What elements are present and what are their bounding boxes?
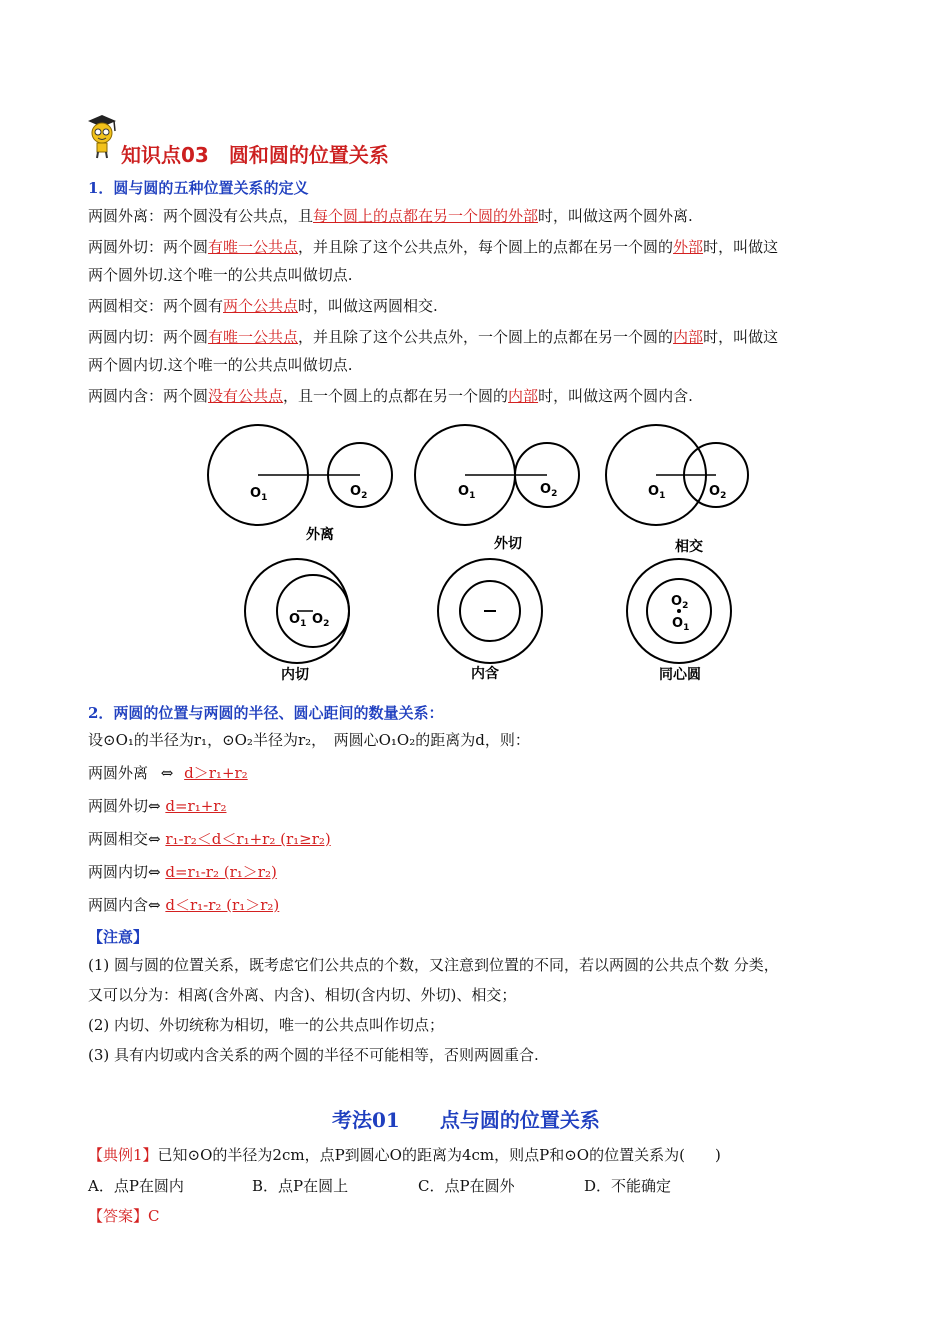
label-o1-separate: $O_1$ bbox=[250, 486, 268, 503]
label-o1-outer-tangent: $O_1$ bbox=[458, 484, 476, 501]
label-o2-intersect: $O_2$ bbox=[709, 484, 727, 501]
caption-inner-tangent: 内切 bbox=[281, 667, 309, 683]
relation-row: 两圆内切⇔ d=r₁-r₂ (r₁＞r₂) bbox=[88, 863, 277, 881]
label-o2-inner-tangent: $O_2$ bbox=[312, 612, 330, 629]
page-title: 知识点03 圆和圆的位置关系 bbox=[121, 143, 389, 167]
note-3: (3) 具有内切或内含关系的两个圆的半径不可能相等，否则两圆重合. bbox=[88, 1046, 539, 1064]
section-2-title: 2．两圆的位置与两圆的半径、圆心距间的数量关系： bbox=[88, 704, 444, 722]
option-a: A．点P在圆内 bbox=[88, 1177, 184, 1195]
caption-intersect: 相交 bbox=[675, 539, 703, 555]
caption-outer-tangent: 外切 bbox=[494, 536, 522, 552]
para-outer-tangent-cont: 两个圆外切.这个唯一的公共点叫做切点. bbox=[88, 266, 353, 284]
label-o2-separate: $O_2$ bbox=[350, 484, 368, 501]
caption-concentric: 同心圆 bbox=[659, 667, 701, 683]
note-2: (2) 内切、外切统称为相切，唯一的公共点叫作切点； bbox=[88, 1016, 445, 1034]
label-o2-outer-tangent: $O_2$ bbox=[540, 482, 558, 499]
relation-row: 两圆外切⇔ d=r₁+r₂ bbox=[88, 797, 227, 815]
note-1: (1) 圆与圆的位置关系，既考虑它们公共点的个数，又注意到位置的不同，若以两圆的公共点个数 分类， bbox=[88, 956, 779, 974]
circle-positions-diagram bbox=[0, 415, 950, 690]
section-2-intro: 设⊙O₁的半径为r₁，⊙O₂半径为r₂， 两圆心O₁O₂的距离为d，则： bbox=[88, 731, 530, 749]
relation-row: 两圆外离 ⇔ d＞r₁+r₂ bbox=[88, 764, 248, 782]
label-o1-concentric: $O_1$ bbox=[672, 616, 690, 633]
option-b: B．点P在圆上 bbox=[252, 1177, 349, 1195]
concentric-center-dot bbox=[677, 609, 681, 613]
para-intersect: 两圆相交：两个圆有两个公共点时，叫做这两圆相交. bbox=[88, 297, 438, 315]
method-title: 考法01 点与圆的位置关系 bbox=[332, 1108, 600, 1132]
para-inner-tangent: 两圆内切：两个圆有唯一公共点，并且除了这个公共点外，一个圆上的点都在另一个圆的内部时，叫做这 bbox=[88, 328, 779, 346]
example-question: 【典例1】已知⊙O的半径为2cm，点P到圆心O的距离为4cm，则点P和⊙O的位置关系为( ) bbox=[88, 1146, 721, 1164]
relation-row: 两圆内含⇔ d＜r₁-r₂ (r₁＞r₂) bbox=[88, 896, 280, 914]
relation-row: 两圆相交⇔ r₁-r₂＜d＜r₁+r₂ (r₁≥r₂) bbox=[88, 830, 331, 848]
para-contain: 两圆内含：两个圆没有公共点，且一个圆上的点都在另一个圆的内部时，叫做这两个圆内含. bbox=[88, 387, 693, 405]
note-1-cont: 又可以分为：相离(含外离、内含)、相切(含内切、外切)、相交； bbox=[88, 986, 517, 1004]
para-outer-tangent: 两圆外切：两个圆有唯一公共点，并且除了这个公共点外，每个圆上的点都在另一个圆的外部时，叫做这 bbox=[88, 238, 779, 256]
label-o1-inner-tangent: $O_1$ bbox=[289, 612, 307, 629]
note-title: 【注意】 bbox=[88, 928, 149, 946]
caption-contain: 内含 bbox=[471, 666, 499, 682]
option-d: D．不能确定 bbox=[584, 1177, 672, 1195]
label-o2-concentric: $O_2$ bbox=[671, 594, 689, 611]
scholar-icon bbox=[86, 113, 118, 159]
label-o1-intersect: $O_1$ bbox=[648, 484, 666, 501]
para-inner-tangent-cont: 两个圆内切.这个唯一的公共点叫做切点. bbox=[88, 356, 353, 374]
caption-outer-separate: 外离 bbox=[306, 527, 334, 543]
answer: 【答案】C bbox=[88, 1207, 160, 1225]
section-1-title: 1．圆与圆的五种位置关系的定义 bbox=[88, 179, 309, 197]
option-c: C．点P在圆外 bbox=[418, 1177, 515, 1195]
para-outer-separate: 两圆外离：两个圆没有公共点，且每个圆上的点都在另一个圆的外部时，叫做这两个圆外离. bbox=[88, 207, 693, 225]
